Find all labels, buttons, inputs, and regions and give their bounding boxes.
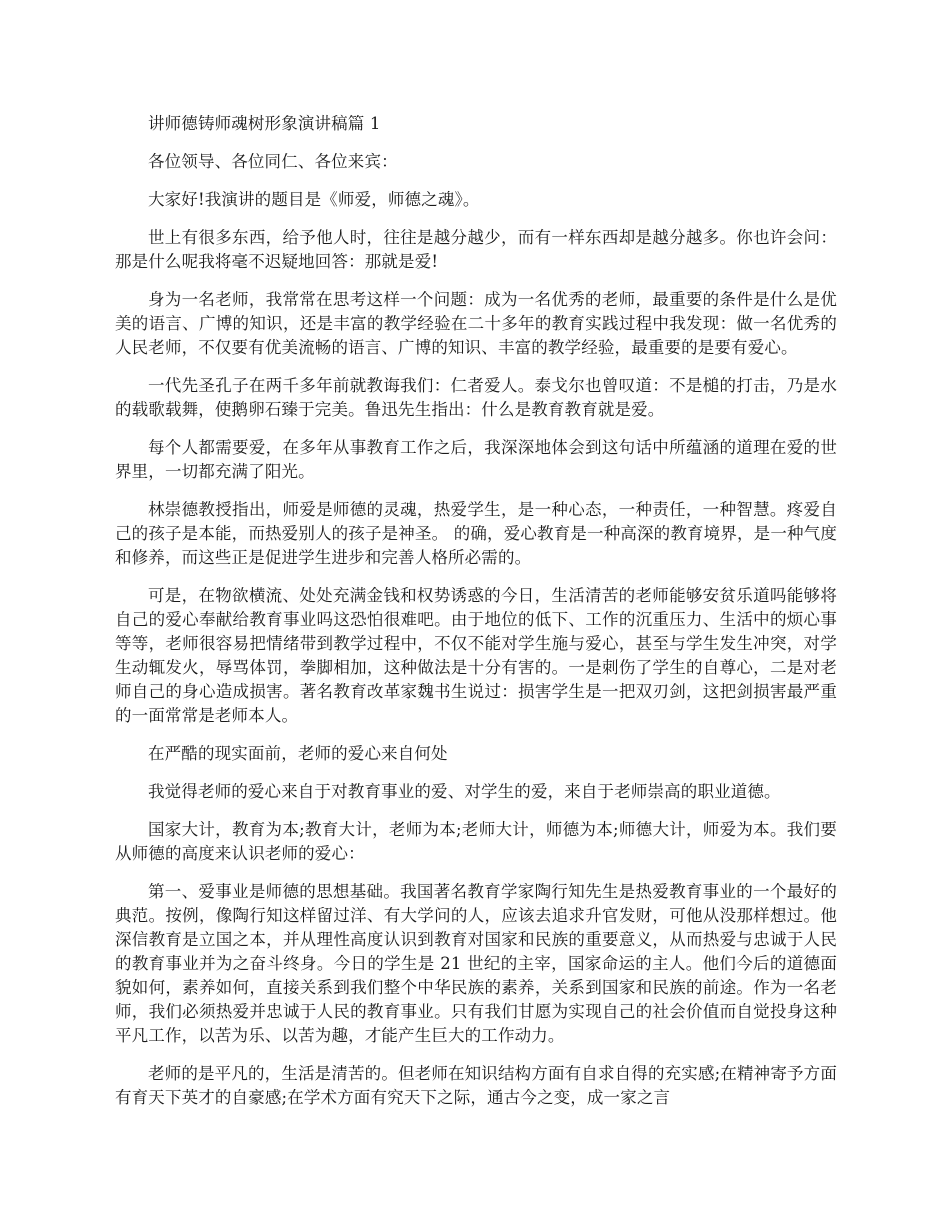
- paragraph-5: 一代先圣孔子在两千多年前就教诲我们：仁者爱人。泰戈尔也曾叹道：不是槌的打击，乃是水的载歌载舞，使鹅卵石臻于完美。鲁迅先生指出：什么是教育教育就是爱。: [115, 376, 837, 419]
- paragraph-9: 在严酷的现实面前，老师的爱心来自何处: [148, 744, 448, 763]
- paragraph-2: 大家好!我演讲的题目是《师爱，师德之魂》。: [148, 190, 480, 209]
- document-title: 讲师德铸师魂树形象演讲稿篇 1: [148, 114, 381, 133]
- paragraph-4: 身为一名老师，我常常在思考这样一个问题：成为一名优秀的老师，最重要的条件是什么是优美的语言、广博的知识，还是丰富的教学经验在二十多年的教育实践过程中我发现：做一名优秀的人民老师，不仅要有优美流畅的语言、广博的知识、丰富的教学经验，最重要的是要有爱心。: [115, 290, 837, 357]
- paragraph-11: 国家大计，教育为本;教育大计，老师为本;老师大计，师德为本;师德大计，师爱为本。我们要从师德的高度来认识老师的爱心：: [115, 820, 837, 863]
- paragraph-7: 林崇德教授指出，师爱是师德的灵魂，热爱学生，是一种心态，一种责任，一种智慧。疼爱自己的孩子是本能，而热爱别人的孩子是神圣。 的确，爱心教育是一种高深的教育境界，是一种气度和修养，而这些正是促进学生进步和完善人格所必需的。: [115, 500, 837, 567]
- paragraph-3: 世上有很多东西，给予他人时，往往是越分越少，而有一样东西却是越分越多。你也许会问：那是什么呢我将毫不迟疑地回答：那就是爱!: [115, 228, 837, 271]
- paragraph-13: 老师的是平凡的，生活是清苦的。但老师在知识结构方面有自求自得的充实感;在精神寄予方面有育天下英才的自豪感;在学术方面有究天下之际，通古今之变，成一家之言: [115, 1064, 837, 1107]
- paragraph-10: 我觉得老师的爱心来自于对教育事业的爱、对学生的爱，来自于老师崇高的职业道德。: [148, 782, 781, 801]
- paragraph-1: 各位领导、各位同仁、各位来宾：: [148, 152, 398, 171]
- document-body: [115, 112, 837, 1124]
- paragraph-12: 第一、爱事业是师德的思想基础。我国著名教育学家陶行知先生是热爱教育事业的一个最好的典范。按例，像陶行知这样留过洋、有大学问的人，应该去追求升官发财，可他从没那样想过。他深信教育是立国之本，并从理性高度认识到教育对国家和民族的重要意义，从而热爱与忠诚于人民的教育事业并为之奋斗终身。今日的学生是 21 世纪的主宰，国家命运的主人。他们今后的道德面貌如何，素养如何，直接关系到我们整个中华民族的素养，关系到国家和民族的前途。作为一名老师，我们必须热爱并忠诚于人民的教育事业。只有我们甘愿为实现自己的社会价值而自觉投身这种平凡工作，以苦为乐、以苦为趣，才能产生巨大的工作动力。: [115, 882, 837, 1045]
- paragraph-6: 每个人都需要爱，在多年从事教育工作之后，我深深地体会到这句话中所蕴涵的道理在爱的世界里，一切都充满了阳光。: [115, 438, 837, 481]
- paragraph-8: 可是，在物欲横流、处处充满金钱和权势诱惑的今日，生活清苦的老师能够安贫乐道吗能够将自己的爱心奉献给教育事业吗这恐怕很难吧。由于地位的低下、工作的沉重压力、生活中的烦心事等等，老师很容易把情绪带到教学过程中，不仅不能对学生施与爱心，甚至与学生发生冲突，对学生动辄发火，辱骂体罚，拳脚相加，这种做法是十分有害的。一是刺伤了学生的自尊心，二是对老师自己的身心造成损害。著名教育改革家魏书生说过：损害学生是一把双刃剑，这把剑损害最严重的一面常常是老师本人。: [115, 586, 837, 725]
